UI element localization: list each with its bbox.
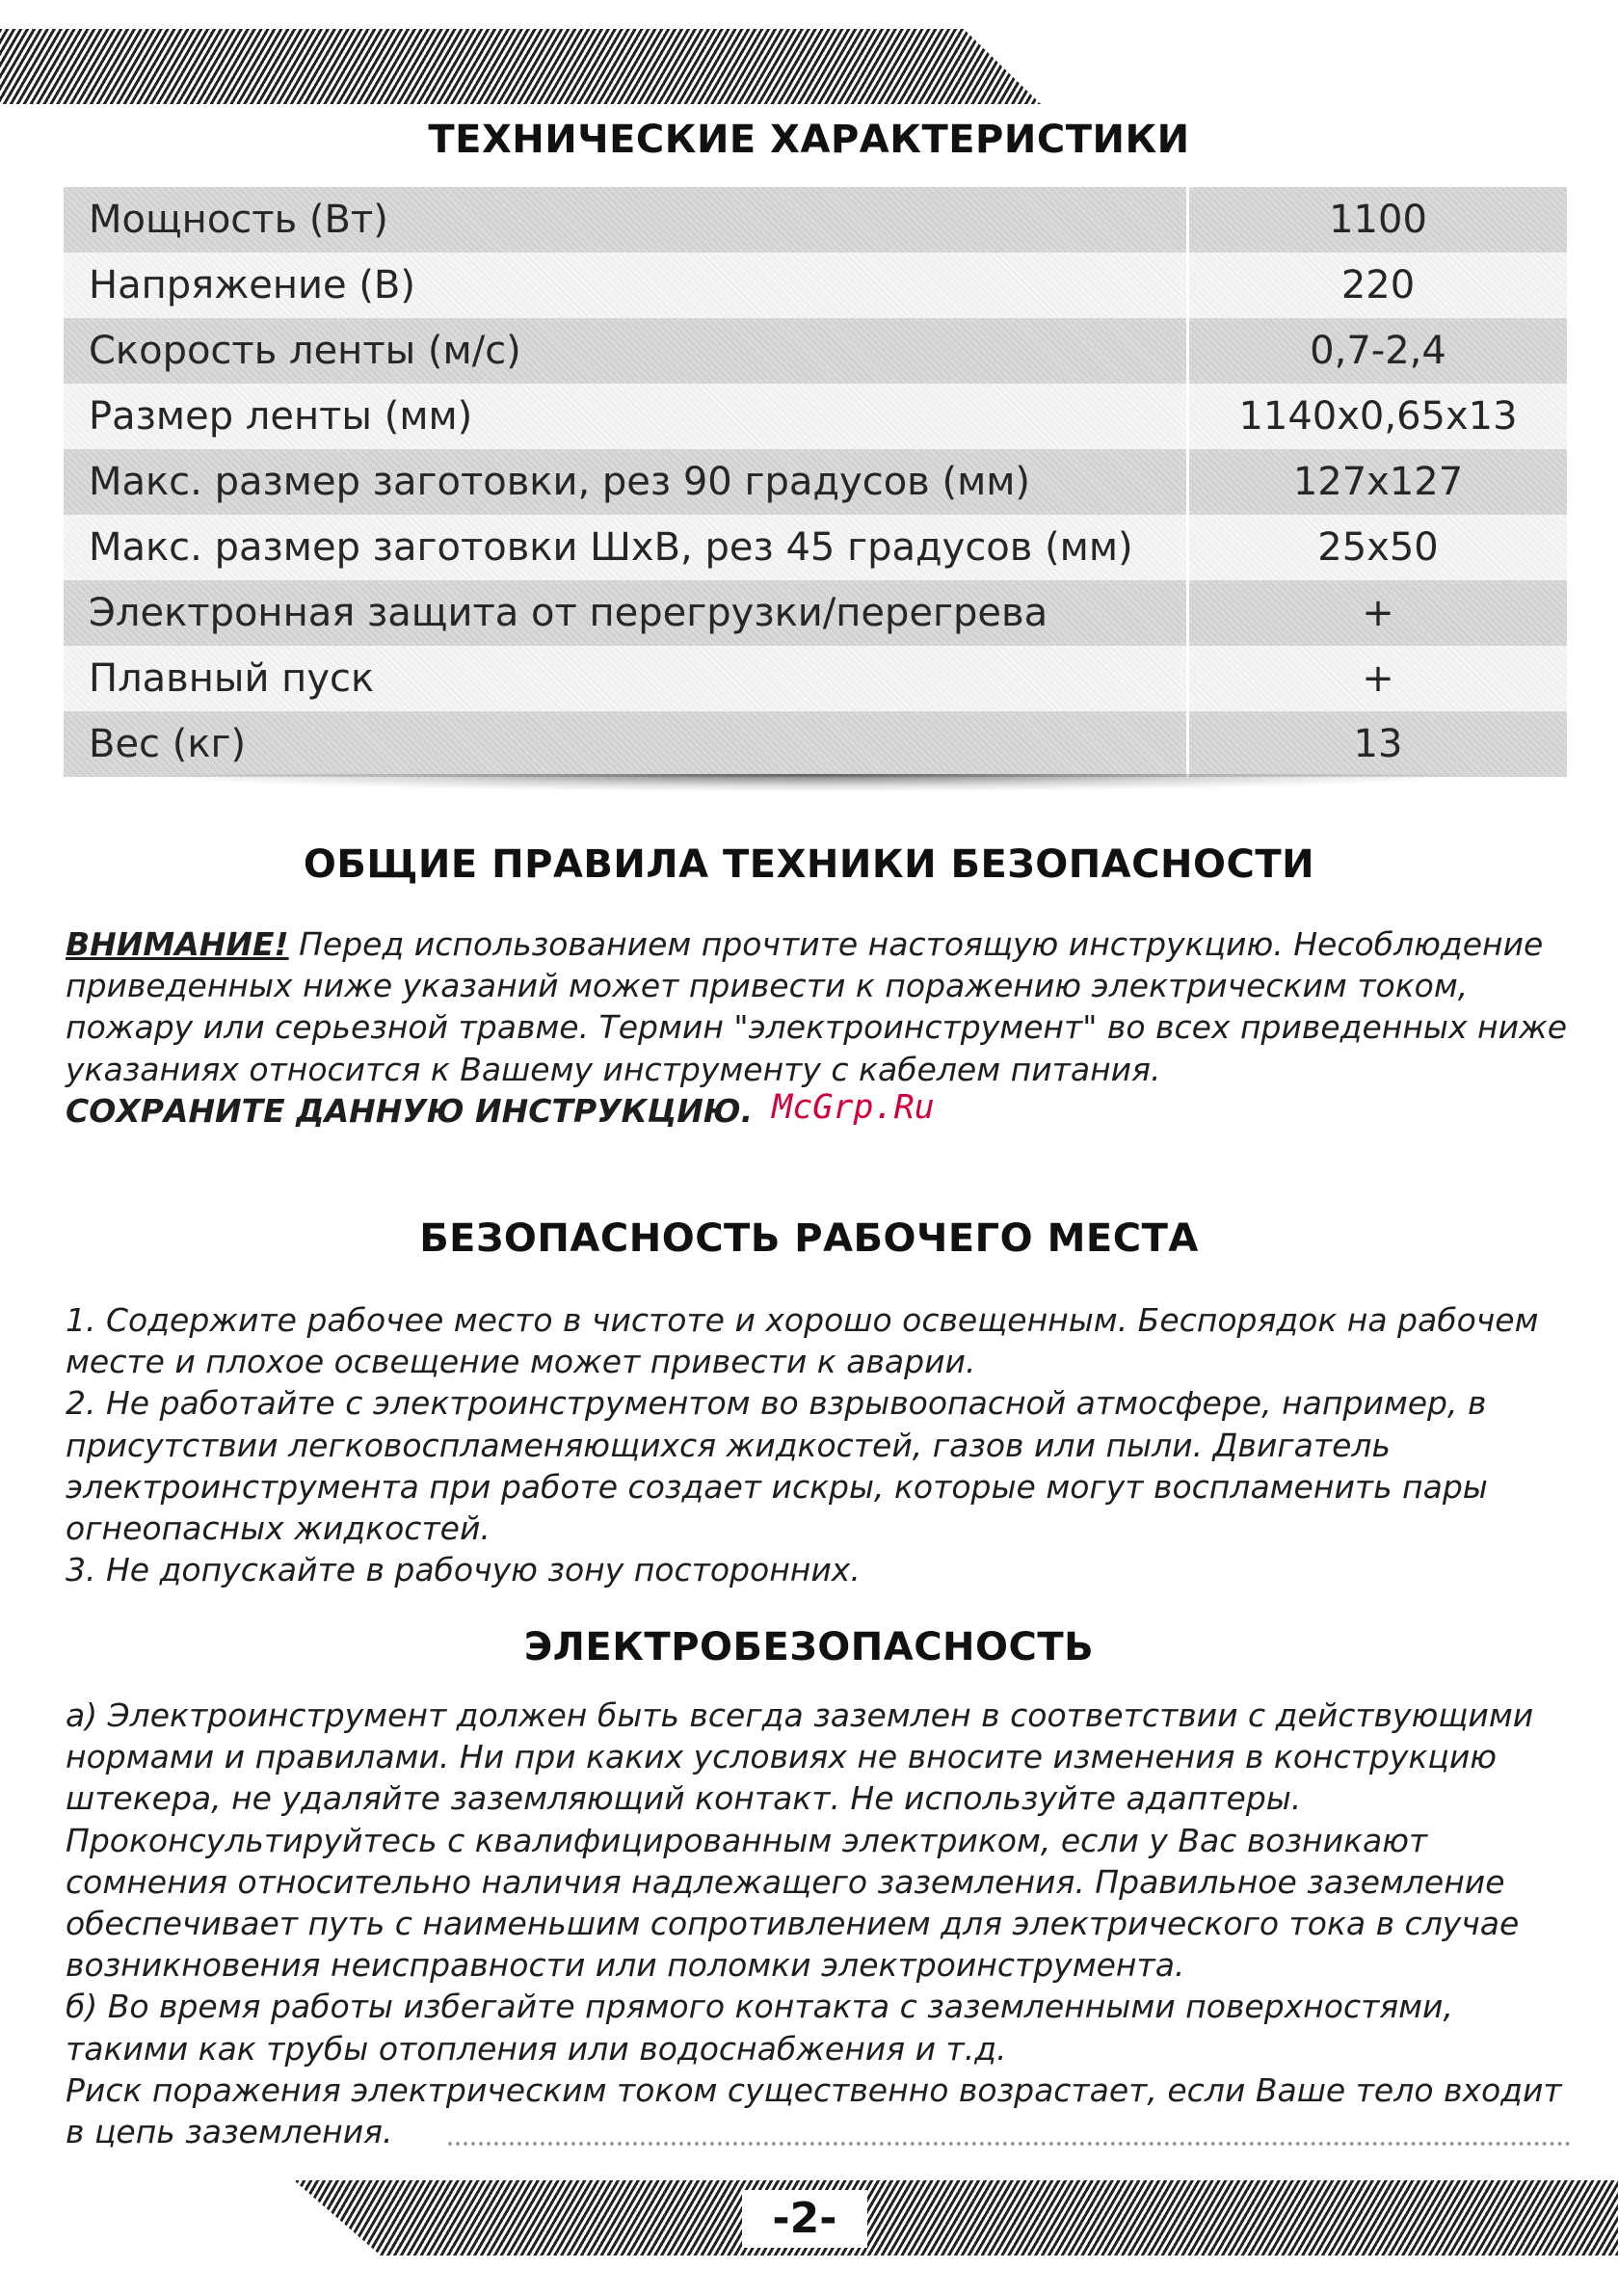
warning-paragraph: [66, 923, 1569, 1133]
general-safety-title: ОБЩИЕ ПРАВИЛА ТЕХНИКИ БЕЗОПАСНОСТИ: [303, 842, 1315, 887]
spec-row: [64, 253, 1567, 318]
spec-row: [64, 384, 1567, 449]
list-item: 1. Содержите рабочее место в чистоте и хорошо освещенным. Беспорядок на рабочем месте и плохое освещение может привести к аварии.: [66, 1301, 1539, 1381]
specs-title: ТЕХНИЧЕСКИЕ ХАРАКТЕРИСТИКИ: [428, 118, 1190, 162]
spec-value: +: [1188, 580, 1568, 646]
electrical-list: [66, 1695, 1569, 2152]
list-item: 2. Не работайте с электроинструментом во взрывоопасной атмосфере, например, в присутствии легковоспламеняющихся жидкостей, газов или пыли. Двигатель электроинструмента при работе создает искры, которые могут воспламенить пары огнеопасных жидкостей.: [66, 1384, 1488, 1548]
spec-row: [64, 318, 1567, 384]
list-item: Проконсультируйтесь с квалифицированным электриком, если у Вас возникают сомнения относительно наличия надлежащего заземления. Правильное заземление обеспечивает путь с наименьшим сопротивлением для электрического тока в случае возникновения неисправности или поломки электроинструмента.: [66, 1821, 1520, 1985]
spec-param: Мощность (Вт): [64, 187, 1188, 253]
spec-value: 25х50: [1188, 515, 1568, 580]
spec-param: Электронная защита от перегрузки/перегрева: [64, 580, 1188, 646]
spec-param: Макс. размер заготовки ШхВ, рез 45 градусов (мм): [64, 515, 1188, 580]
table-shadow: [154, 774, 1465, 791]
spec-param: Макс. размер заготовки, рез 90 градусов (мм): [64, 449, 1188, 515]
spec-row: [64, 646, 1567, 711]
list-item: 3. Не допускайте в рабочую зону посторонних.: [66, 1551, 861, 1589]
spec-value: +: [1188, 646, 1568, 711]
warning-text: Перед использованием прочтите настоящую инструкцию. Несоблюдение приведенных ниже указаний может привести к поражению электрическим током, пожару или серьезной травме. Термин "электроинструмент" во всех приведенных ниже указаниях относится к Вашему инструменту с кабелем питания.: [66, 925, 1568, 1088]
list-item: Риск поражения электрическим током существенно возрастает, если Ваше тело входит в цепь заземления.: [66, 2070, 1562, 2151]
spec-param: Плавный пуск: [64, 646, 1188, 711]
bottom-decor-band: [294, 2180, 1618, 2256]
workplace-list: [66, 1299, 1569, 1590]
spec-row: [64, 449, 1567, 515]
save-instruction-text: СОХРАНИТЕ ДАННУЮ ИНСТРУКЦИЮ.: [66, 1091, 754, 1130]
footer-divider: [448, 2142, 1571, 2146]
electrical-safety-title: ЭЛЕКТРОБЕЗОПАСНОСТЬ: [523, 1625, 1095, 1669]
workplace-safety-title: БЕЗОПАСНОСТЬ РАБОЧЕГО МЕСТА: [419, 1216, 1199, 1261]
warning-label: ВНИМАНИЕ!: [66, 925, 289, 963]
spec-value: 0,7-2,4: [1188, 318, 1568, 384]
spec-row: [64, 580, 1567, 646]
site-watermark: McGrp.Ru: [772, 1087, 935, 1127]
specs-table: [64, 187, 1567, 777]
spec-value: 1100: [1188, 187, 1568, 253]
spec-param: Скорость ленты (м/с): [64, 318, 1188, 384]
spec-row: [64, 711, 1567, 777]
list-item: а) Электроинструмент должен быть всегда заземлен в соответствии с действующими нормами и правилами. Ни при каких условиях не вносите изменения в конструкцию штекера, не удаляйте заземляющий контакт. Не используйте адаптеры.: [66, 1696, 1534, 1818]
spec-row: [64, 187, 1567, 253]
spec-param: Размер ленты (мм): [64, 384, 1188, 449]
spec-param: Вес (кг): [64, 711, 1188, 777]
top-decor-band: [0, 29, 1041, 104]
spec-value: 127х127: [1188, 449, 1568, 515]
spec-row: [64, 515, 1567, 580]
spec-param: Напряжение (В): [64, 253, 1188, 318]
list-item: б) Во время работы избегайте прямого контакта с заземленными поверхностями, такими как трубы отопления или водоснабжения и т.д.: [66, 1988, 1453, 2068]
spec-value: 220: [1188, 253, 1568, 318]
spec-value: 13: [1188, 711, 1568, 777]
spec-value: 1140х0,65х13: [1188, 384, 1568, 449]
page-number: -2-: [742, 2190, 867, 2248]
